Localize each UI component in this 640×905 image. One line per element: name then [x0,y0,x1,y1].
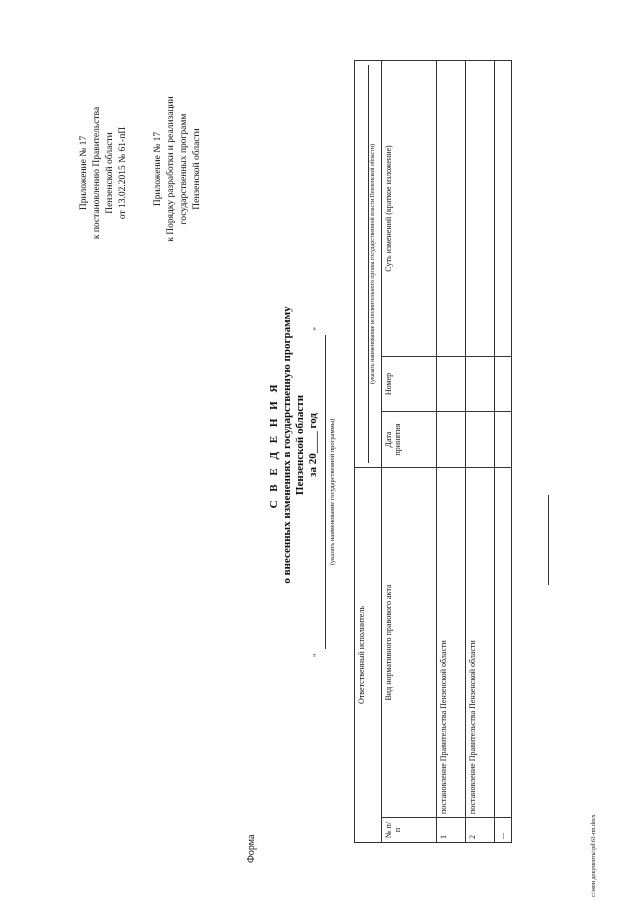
row-date [437,411,466,467]
program-name-field [312,327,326,657]
changes-table [354,60,512,843]
responsible-input-cell [355,60,382,467]
row-act-type: постановление Правительства Пензенской области [466,467,495,817]
header-act-type: Вид нормативного правового акта [381,467,437,817]
appendix-program-procedure [152,19,204,319]
table-row [495,60,512,842]
title-year: за 20____ год [307,413,319,477]
header-num: № п/п [381,818,437,843]
row-number [437,356,466,411]
form-label: Форма [246,834,257,863]
row-number [466,356,495,411]
responsible-hint: (указать наименование исполнительного органа государственной власти Пензенской области) [370,143,376,385]
appendix-line: Пензенской области [192,128,202,210]
row-num: 2 [466,818,495,843]
row-number [495,356,512,411]
table-row [437,60,466,842]
appendix-line: Приложение № 17 [153,131,163,207]
responsible-input-line [358,65,369,463]
row-essence [437,60,466,356]
appendix-line: государственных программ [179,113,189,225]
header-date: Дата принятия [381,411,437,467]
appendix-line: к постановлению Правительства [92,106,102,240]
file-path-footer: c:\мои документы\pd\61-пп.docx [591,814,597,897]
appendix-line: к Порядку разработки и реализации [166,96,176,242]
row-act-type [495,467,512,817]
quote-close: " [312,327,322,331]
responsible-label-cell [355,467,382,842]
program-name-hint: (указать наименование государственной программы) [329,418,336,566]
table-row [466,60,495,842]
quote-open: " [312,653,322,657]
row-num: 1 [437,818,466,843]
title-subject: о внесенных изменениях в государственную программу Пензенской области [281,306,306,584]
responsible-label: Ответственный исполнитель [357,606,366,704]
row-num: ... [495,818,512,843]
appendix-line: Приложение № 17 [79,135,89,211]
appendix-government-decree [78,53,130,293]
signature-line [548,495,549,585]
row-date [495,411,512,467]
header-essence: Суть изменений (краткое изложение) [381,60,437,356]
program-name-line [325,335,326,649]
row-date [466,411,495,467]
appendix-line: от 13.02.2015 № 61-пП [118,126,128,220]
title-heading: С В Е Д Е Н И Я [268,381,280,509]
header-number: Номер [381,356,437,411]
row-essence [466,60,495,356]
appendix-line: Пензенской области [105,132,115,214]
row-essence [495,60,512,356]
row-act-type: постановление Правительства Пензенской области [437,467,466,817]
